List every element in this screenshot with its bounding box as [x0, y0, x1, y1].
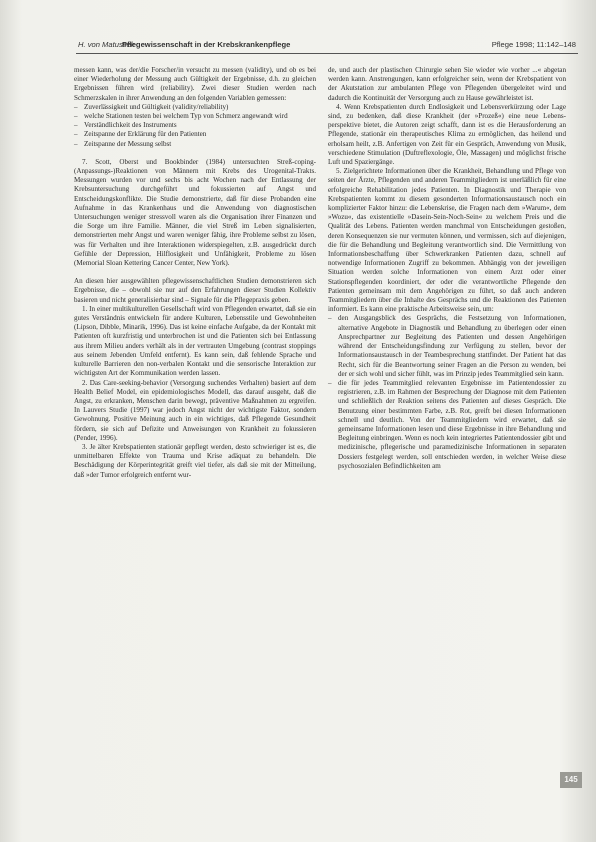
list-item: – Zeitspanne der Messung selbst	[74, 140, 316, 149]
paragraph: An diesen hier ausgewählten pflegewissenschaftlichen Studien demonstrieren sich Ergebnisse, die – obwohl sie nur auf den Erfahrungen dieser Studien Kollektiv basieren und nicht generalisierbar sind – Signale für die Pflegepraxis geben.	[74, 277, 316, 304]
paragraph: 1. In einer multikulturellen Gesellschaft wird von Pflegenden erwartet, daß sie ein gutes Verständnis entwickeln für andere Kulturen, Lebensstile und Gewohnheiten (Lipson, Dibble, Minarik, 1996). Das ist keine einfache Aufgabe, da der Kontakt mit Patienten oft kurzfristig und unterbrochen ist und die Patienten sich bei Entlassung aus ihrem Milieu anders verhält als in der vertrauten Umgebung (contrast stoppings aus seinem Jebenden Umfeld entfernt). Es kann sein, daß fehlende Sprache und kulturelle Barrieren den non-verbalen Kontakt und die sensorische Interaktion zur wichtigsten Art der Kommunikation werden lassen.	[74, 304, 316, 378]
list-item: – Zeitspanne der Erklärung für den Patienten	[74, 130, 316, 139]
list-item: – Zuverlässigkeit und Gültigkeit (validity/reliability)	[74, 103, 316, 112]
paragraph: 5. Zielgerichtete Informationen über die Krankheit, Behandlung und Pflege von seiten der Ärzte, Pflegenden und anderen Teammitgliedern ist unerläßlich für eine erfolgreiche Rehabilitation jedes Patienten. In Diagnostik und Therapie von Krebspatienten kommt zu diesem gesonderten Informationsaustausch noch ein komplizierter Faktor hinzu: die Lebenskrise, die Fragen nach dem »Warum«, dem »Wozu«, das existentielle »Dasein-Sein-Noch-Sein« zu welchem Preis und die Qualität des Lebens. Patienten werden manchmal von Entscheidungen gestoßen, deren Konsequenzen sie nur vermuten können, und vermissen, sich auf diejenigen, die für die Behandlung und Begleitung verantwortlich sind. Die Vermittlung von Informationsbeschaffung über Schwerkranken Patienten dazu, schnell auf notwendige Informationen Zugriff zu bekommen. Abhängig von der jeweiligen Situation werden solche Informationen von einem Arzt oder einer Stationspflegenden koordiniert, der oder die verantwortliche Pflegende den Patienten gemeinsam mit dem Angehörigen zu führt, so daß auch anderen Teammitgliedern über die Inhalte des Gesprächs und die Reaktionen des Patienten informiert. Es kann eine praktische Arbeitsweise sein, um:	[328, 167, 566, 314]
paragraph: 2. Das Care-seeking-behavior (Versorgung suchendes Verhalten) basiert auf dem Health Belief Model, ein epidemiologisches Modell, das darauf ausgeht, daß die Angst, zu erkranken, Menschen darin bewegt, präventive Maßnahmen zu ergreifen. In Lauvers Studie (1997) war jedoch Angst nicht der wichtigste Faktor, sondern Gewohnung. Positive Meinung auch in ein wichtiges, daß Pflegende Gesundheit fördern, sie sich auf Defizite und Anweisungen von Krankheit zu fokussieren (Pender, 1996).	[74, 378, 316, 442]
list-item: – die für jedes Teammitglied relevanten Ergebnisse im Patientendossier zu registrieren, z.B. im Rahmen der Besprechung der Diagnose mit dem Patienten und schließlich der Reaktion seitens des Patienten auf dieses Gespräch. Die Benutzung einer bestimmten Farbe, z.B. Rot, greift bei diesen Informationen schnell und deutlich. Von der Teammitgliedern wird erwartet, daß sie gemeinsame Informationen lesen und diese Ergebnisse in ihre Behandlung und Begleitung einbringen. Wenn es noch kein integriertes Patientendossier gibt und medizinische, pflegerische und paramedizinische Informationen in separaten Dossiers festgelegt werden, soll entschieden werden, in welcher Weise diese psychosozialen Befindlichkeiten am	[328, 379, 566, 471]
header-author: H. von Matussek	[78, 40, 135, 49]
paragraph: 7. Scott, Oberst und Bookbinder (1984) untersuchten Streß-coping-(Anpassungs-)Reaktionen von Männern mit Krebs des Urogenital-Trakts. Messungen wurden vor und sechs bis acht Wochen nach der Entlassung der Krebsuntersuchung durchgeführt und fokussierten auf Angst und Entscheidungskonflikte. Die Studie demonstrierte, daß für diese Probanden eine Aufnahme in das Krankenhaus und die Anwendung von diagnostischen Untersuchungen weniger stressvoll waren als die Organisation ihrer Finanzen und die Sorge um ihre Familie. Männer, die viel Streß im Leben signalisierten, demonstrierten mehr Angst und waren weniger fähig, ihre Probleme selbst zu lösen, was für Verhalten und ihre Interaktionen widerspiegelten, z.B. ausgedrückt durch Gefühle der Depression, Hilflosigkeit und Unfähigkeit, Probleme zu lösen (Memorial Sloan Kettering Cancer Center, New York).	[74, 157, 316, 268]
running-head	[78, 40, 576, 52]
header-title: Pflegewissenschaft in der Krebskrankenpflege	[122, 40, 291, 49]
criteria-list	[74, 103, 316, 149]
list-item: – Verständlichkeit des Instruments	[74, 121, 316, 130]
paragraph: messen kann, was der/die Forscher/in versucht zu messen (validity), und ob es bei einer Wiederholung der Messung auch Gültigkeit der Ergebnisse, d.h. zu gleichen Ergebnissen führen wird (reliability). Zwei dieser Studien werden nach Schmerzskalen in ihrer Anwendung an den folgenden Variablen gemessen:	[74, 66, 316, 102]
paragraph: 3. Je älter Krebspatienten stationär gepflegt werden, desto schwieriger ist es, die unmittelbaren Effekte von Trauma und Krise adäquat zu behandeln. Die Beschädigung der Körperintegrität greift viel tiefer, als daß sie mit der Mitteilung, daß »der Tumor erfolgreich entfernt wur-	[74, 442, 316, 479]
page-number: 145	[560, 772, 582, 788]
paragraph: 4. Wenn Krebspatienten durch Endlosigkeit und Lebensverkürzung oder Lage sind, zu bedenken, daß diese Krankheit (der »Prozeß«) eine neue Lebens-perspektive bietet, die Autoren zeigt schafft, dann ist es die Herausforderung an Pflegende, stationär ein therapeutisches Klima zu ermöglichen, das heilend und erholsam heilt, z.B. Anfertigen von Zeit für ein Gespräch, Anwendung von Musik, verschiedene Stimulation (Duftreflexologie, Öle, Massagen) und möglichst frische Luft und Spaziergänge.	[328, 102, 566, 167]
header-rule	[76, 53, 578, 54]
header-journal-ref: Pflege 1998; 11:142–148	[491, 40, 576, 49]
procedure-list	[328, 314, 566, 470]
list-item: – den Ausgangsblick des Gesprächs, die Festsetzung von Informationen, alternative Angebote in Diagnostik und Behandlung zu überlegen oder einen Ansprechpartner zur Begleitung des Patienten und dessen Angehörigen während der Entscheidungsfindung zur Verfügung zu stellen, bevor der Informationsaustausch in der Teambesprechung stattfindet. Der Patient hat das Recht, sich für die Beantwortung seiner Fragen an die Person zu wenden, bei der er sich wohl und sicher fühlt, was im Prinzip jedes Teammitglied sein kann.	[328, 314, 566, 378]
right-column	[328, 66, 566, 471]
list-item: – welche Stationen testen bei welchem Typ von Schmerz angewandt wird	[74, 112, 316, 121]
paragraph: de, und auch der plastischen Chirurgie sehen Sie wieder wie vorher ...« abgetan werden kann. Anstrengungen, kann erfolgreicher sein, wenn der Krebspatient von der Akutstation zur ambulanten Pflege von Pflegenden übergeleitet wird und dadurch die Kontinuität der Versorgung auch zu Hause gewährleistet ist.	[328, 66, 566, 102]
left-column	[74, 66, 316, 480]
